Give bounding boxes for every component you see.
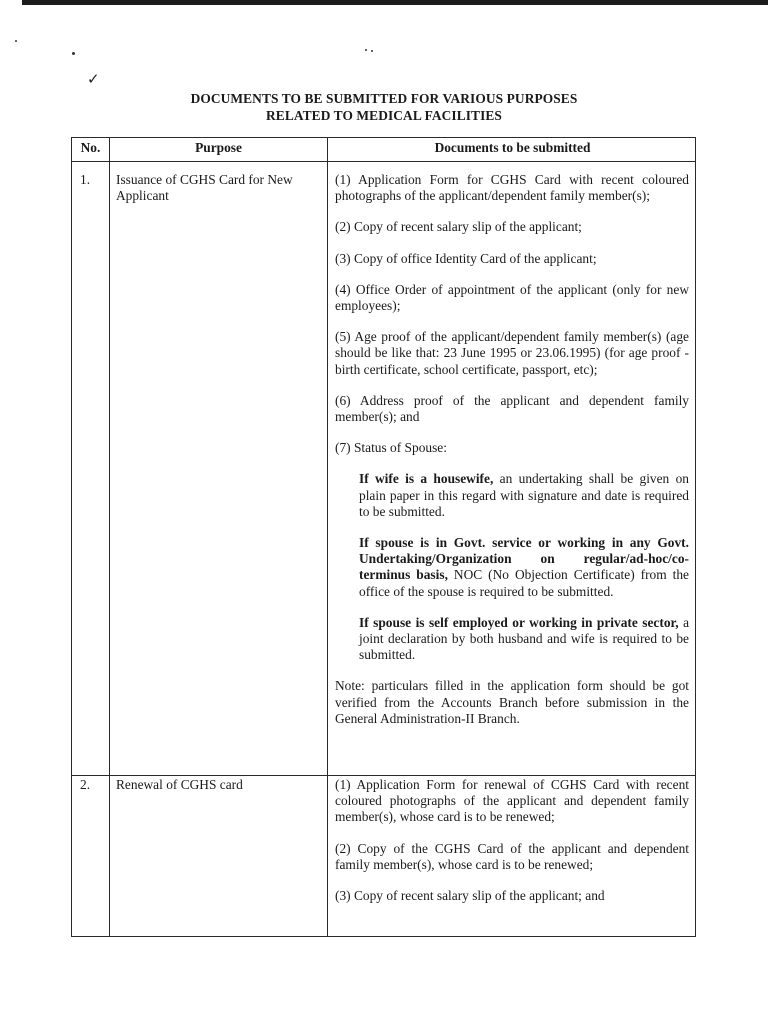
scan-ink-mark: ✓	[87, 72, 100, 88]
row-2-number: 2.	[80, 777, 91, 792]
doc-item: (2) Copy of recent salary slip of the applicant;	[335, 219, 582, 235]
spouse-status-housewife: If wife is a housewife, an undertaking shall be given on plain paper in this regard with signature and date is required to be submitted.	[359, 471, 689, 519]
column-divider	[327, 138, 328, 936]
scan-speck	[72, 52, 75, 55]
doc-item: (3) Copy of recent salary slip of the applicant; and	[335, 888, 605, 904]
doc-item: (6) Address proof of the applicant and dependent family member(s); and	[335, 392, 689, 425]
doc-item: (3) Copy of office Identity Card of the applicant;	[335, 250, 597, 266]
scan-speck	[365, 49, 367, 51]
spouse-status-private-sector: If spouse is self employed or working in private sector, a joint declaration by both husband and wife is required to be submitted.	[359, 614, 690, 663]
page-title	[0, 91, 768, 124]
doc-note: Note: particulars filled in the application form should be got verified from the Accounts Branch before submission in the General Administration-II Branch.	[335, 678, 689, 726]
header-documents: Documents to be submitted	[434, 140, 591, 155]
doc-item: (1) Application Form for renewal of CGHS Card with recent coloured photographs of the applicant and dependent family member(s), whose card is to be renewed;	[335, 777, 689, 825]
title-line-2: RELATED TO MEDICAL FACILITIES	[266, 107, 502, 123]
doc-item: (1) Application Form for CGHS Card with recent coloured photographs of the applicant/dependent family member(s);	[335, 172, 689, 204]
doc-item: (5) Age proof of the applicant/dependent family member(s) (age should be like that: 23 June 1995 or 23.06.1995) (for age proof - birth certificate, school certificate, passport, etc);	[335, 329, 689, 377]
row-divider	[72, 775, 695, 776]
doc-item: (4) Office Order of appointment of the applicant (only for new employees);	[335, 281, 689, 314]
row-1-purpose: Issuance of CGHS Card for New Applicant	[116, 172, 293, 204]
title-line-1: DOCUMENTS TO BE SUBMITTED FOR VARIOUS PURPOSES	[190, 91, 578, 106]
row-2-purpose: Renewal of CGHS card	[116, 777, 243, 792]
header-divider	[72, 161, 695, 162]
header-no: No.	[80, 140, 101, 155]
column-divider	[109, 138, 110, 936]
row-2-documents	[335, 777, 689, 904]
doc-item: (2) Copy of the CGHS Card of the applicant and dependent family member(s), whose card is to be renewed;	[335, 840, 689, 872]
scan-top-edge	[22, 0, 768, 5]
scan-speck	[371, 50, 373, 52]
documents-table	[71, 137, 696, 937]
scan-speck	[15, 40, 17, 42]
row-1-documents	[335, 172, 689, 727]
spouse-status-govt-service: If spouse is in Govt. service or working in any Govt. Undertaking/Organization on regular/ad-hoc/co-terminus basis, NOC (No Objection Certificate) from the office of the spouse is required to be submitted.	[359, 535, 689, 599]
doc-item: (7) Status of Spouse:	[335, 440, 447, 456]
row-1-number: 1.	[80, 172, 91, 187]
header-purpose: Purpose	[195, 140, 242, 155]
